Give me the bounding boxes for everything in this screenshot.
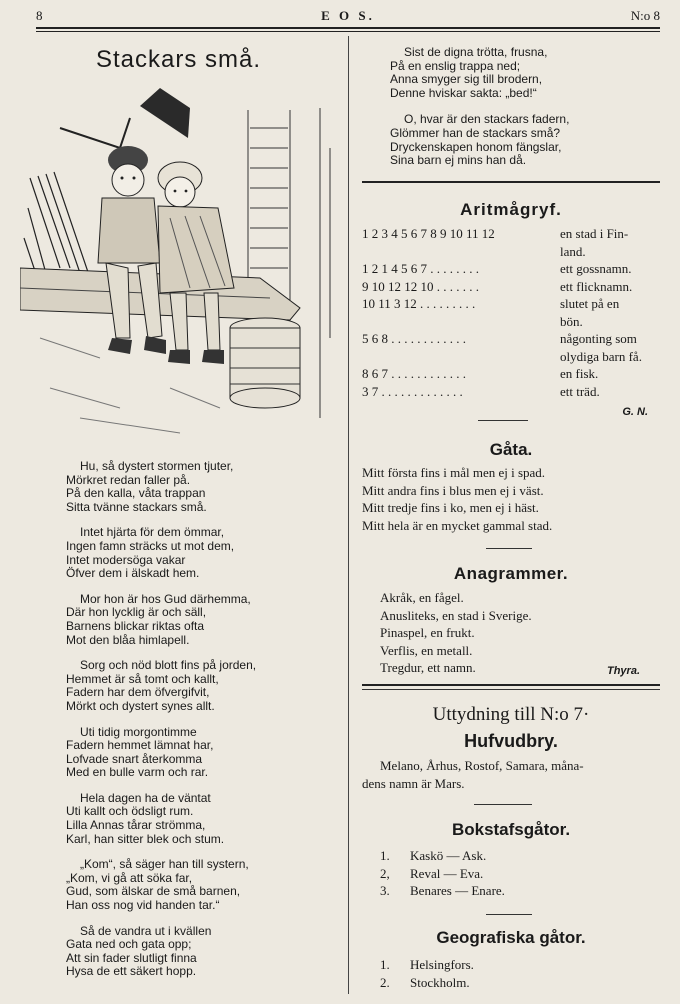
verse-line: Hysa de ett säkert hopp. bbox=[66, 964, 197, 979]
verse-line: Mörkret redan faller på. bbox=[66, 472, 191, 487]
verse-line: Så de vandra ut i kvällen bbox=[80, 923, 212, 938]
verse-line: Hu, så dystert stormen tjuter, bbox=[80, 459, 234, 473]
verse-line: Fadern har dem öfvergifvit, bbox=[66, 685, 210, 700]
geografiska-item bbox=[380, 956, 650, 974]
verse-line: Sitta tvänne stackars små. bbox=[66, 499, 207, 514]
gata-title: Gåta. bbox=[489, 440, 533, 459]
section-rule-thin bbox=[362, 689, 660, 690]
geografiska-item bbox=[380, 974, 650, 992]
uttydning-title: Uttydning till N:o 7· bbox=[432, 704, 590, 725]
verse-line: Lilla Annas tårar strömma, bbox=[66, 818, 206, 833]
aritmagryf-numbers: 1 2 3 4 5 6 7 8 9 10 11 12 bbox=[362, 226, 495, 241]
stanza bbox=[66, 593, 336, 647]
aritmagryf-clue: någonting som bbox=[560, 331, 637, 346]
bokstafsgator-item bbox=[380, 865, 650, 883]
header-rule bbox=[36, 27, 660, 29]
hufvudbry-text-line2: dens namn är Mars. bbox=[362, 776, 465, 791]
bokstafsgator-item bbox=[380, 847, 650, 865]
aritmagryf-row bbox=[362, 226, 660, 244]
stanza bbox=[66, 460, 336, 514]
bokstafsgator-title: Bokstafsgåtor. bbox=[451, 820, 571, 839]
item-number: 3. bbox=[380, 883, 390, 899]
aritmagryf-numbers: 3 7 . . . . . . . . . . . . . bbox=[362, 383, 463, 399]
poem-continuation bbox=[390, 46, 650, 181]
verse-line: Denne hviskar sakta: „bed!“ bbox=[390, 85, 537, 100]
verse-line: Intet hjärta för dem ömmar, bbox=[80, 525, 225, 540]
page-number: 8 bbox=[36, 8, 43, 23]
journal-title: E O S. bbox=[321, 8, 375, 23]
geografiska-title: Geografiska gåtor. bbox=[436, 928, 586, 947]
verse-line: O, hvar är den stackars fadern, bbox=[404, 112, 570, 127]
aritmagryf-clue: olydiga barn få. bbox=[560, 348, 642, 364]
stanza bbox=[66, 526, 336, 580]
verse-line: Uti kallt och ödsligt rum. bbox=[66, 804, 194, 819]
verse-line: Gud, som älskar de små barnen, bbox=[66, 884, 241, 899]
verse-line: Hemmet är så tomt och kallt, bbox=[66, 671, 219, 686]
aritmagryf-row bbox=[362, 366, 660, 384]
verse-line: „Kom, vi gå att söka far, bbox=[66, 870, 193, 885]
verse-line: Karl, han sitter blek och stum. bbox=[66, 831, 225, 846]
gata-text bbox=[362, 464, 660, 534]
anagrammer-list bbox=[380, 589, 660, 677]
verse-line: På den kalla, våta trappan bbox=[66, 486, 206, 501]
verse-line: Intet modersöga vakar bbox=[66, 552, 186, 567]
geografiska-list bbox=[380, 956, 650, 991]
aritmagryf-title: Aritmågryf. bbox=[460, 200, 562, 219]
aritmagryf-clue: en fisk. bbox=[560, 366, 599, 381]
anagram-line: Anusliteks, en stad i Sverige. bbox=[380, 607, 532, 623]
gata-line: Mitt tredje fins i ko, men ej i häst. bbox=[362, 500, 539, 516]
verse-line: Med en bulle varm och rar. bbox=[66, 765, 209, 780]
stanza bbox=[390, 113, 650, 167]
anagrammer-signature: Thyra. bbox=[606, 665, 640, 677]
verse-line: Fadern hemmet lämnat har, bbox=[66, 738, 214, 753]
aritmagryf-clue: ett flicknamn. bbox=[560, 278, 633, 294]
anagrammer-title: Anagrammer. bbox=[453, 564, 569, 583]
item-number: 2, bbox=[380, 865, 390, 881]
bokstafsgator-list bbox=[380, 847, 650, 900]
header-rule-thin bbox=[36, 31, 660, 32]
aritmagryf-clue: ett gossnamn. bbox=[560, 261, 632, 276]
aritmagryf-row bbox=[362, 331, 660, 349]
aritmagryf-row bbox=[362, 314, 660, 332]
poem-left-stanzas bbox=[66, 460, 336, 991]
aritmagryf-row bbox=[362, 244, 660, 262]
aritmagryf-signature: G. N. bbox=[622, 406, 648, 418]
aritmagryf-numbers: 8 6 7 . . . . . . . . . . . . bbox=[362, 366, 466, 381]
aritmagryf-row bbox=[362, 279, 660, 297]
aritmagryf-table bbox=[362, 226, 660, 401]
column-divider bbox=[348, 36, 349, 994]
aritmagryf-clue: en stad i Fin- bbox=[560, 226, 629, 241]
verse-line: Han oss nog vid handen tar.“ bbox=[66, 898, 220, 913]
verse-line: Uti tidig morgontimme bbox=[80, 724, 197, 739]
aritmagryf-numbers: 1 2 1 4 5 6 7 . . . . . . . . bbox=[362, 261, 479, 276]
verse-line: Mor hon är hos Gud därhemma, bbox=[80, 591, 251, 606]
hufvudbry-text-line1: Melano, Århus, Rostof, Samara, måna- bbox=[380, 758, 584, 773]
item-text: Reval — Eva. bbox=[410, 865, 484, 881]
verse-line: Sorg och nöd blott fins på jorden, bbox=[80, 658, 257, 673]
anagram-line: Akråk, en fågel. bbox=[380, 590, 464, 605]
stanza bbox=[66, 792, 336, 846]
aritmagryf-row bbox=[362, 261, 660, 279]
short-rule bbox=[486, 914, 532, 915]
verse-line: Mörkt och dystert synes allt. bbox=[66, 698, 215, 713]
item-text: Kaskö — Ask. bbox=[410, 848, 487, 863]
poem-title: Stackars små. bbox=[96, 46, 262, 73]
section-rule bbox=[362, 684, 660, 686]
aritmagryf-row bbox=[362, 349, 660, 367]
verse-line: Hela dagen ha de väntat bbox=[80, 790, 211, 805]
verse-line: Sist de digna trötta, frusna, bbox=[404, 45, 548, 59]
short-rule bbox=[486, 548, 532, 549]
verse-line: Öfver dem i älskadt hem. bbox=[66, 566, 200, 581]
verse-line: Sina barn ej mins han då. bbox=[390, 153, 527, 168]
verse-line: Glömmer han de stackars små? bbox=[390, 125, 561, 140]
aritmagryf-numbers: 5 6 8 . . . . . . . . . . . . bbox=[362, 331, 466, 346]
short-rule bbox=[474, 804, 532, 805]
anagram-line: Verflis, en metall. bbox=[380, 642, 473, 658]
verse-line: På en enslig trappa ned; bbox=[390, 58, 521, 73]
gata-line: Mitt hela är en mycket gammal stad. bbox=[362, 517, 553, 533]
item-text: Benares — Enare. bbox=[410, 883, 505, 899]
verse-line: Dryckenskapen honom fängslar, bbox=[390, 139, 562, 154]
stanza bbox=[66, 726, 336, 780]
aritmagryf-clue: slutet på en bbox=[560, 296, 620, 311]
verse-line: Där hon lycklig är och säll, bbox=[66, 605, 207, 620]
aritmagryf-clue: land. bbox=[560, 243, 586, 259]
gata-line: Mitt andra fins i blus men ej i väst. bbox=[362, 482, 544, 498]
aritmagryf-row bbox=[362, 296, 660, 314]
issue-number: N:o 8 bbox=[630, 8, 660, 23]
verse-line: Att sin fader slutligt finna bbox=[66, 950, 197, 965]
verse-line: „Kom“, så säger han till systern, bbox=[80, 857, 249, 872]
stanza bbox=[66, 925, 336, 979]
item-text: Stockholm. bbox=[410, 974, 470, 990]
aritmagryf-clue: bön. bbox=[560, 313, 583, 329]
item-number: 1. bbox=[380, 848, 390, 863]
aritmagryf-row bbox=[362, 384, 660, 402]
gata-line: Mitt första fins i mål men ej i spad. bbox=[362, 465, 546, 480]
aritmagryf-numbers: 9 10 12 12 10 . . . . . . . bbox=[362, 278, 479, 294]
page-header bbox=[36, 8, 660, 24]
illustration-two-children bbox=[20, 88, 340, 448]
verse-line: Lofvade snart återkomma bbox=[66, 751, 203, 766]
stanza bbox=[66, 858, 336, 912]
bokstafsgator-item bbox=[380, 882, 650, 900]
item-text: Helsingfors. bbox=[410, 957, 474, 972]
item-number: 1. bbox=[380, 957, 390, 972]
anagram-line: Tregdur, ett namn. bbox=[380, 660, 476, 676]
aritmagryf-numbers: 10 11 3 12 . . . . . . . . . bbox=[362, 296, 476, 311]
stanza bbox=[66, 659, 336, 713]
verse-line: Barnens blickar riktas ofta bbox=[66, 618, 205, 633]
verse-line: Gata ned och gata opp; bbox=[66, 937, 192, 952]
hufvudbry-title: Hufvudbry. bbox=[464, 731, 558, 751]
anagram-line: Pinaspel, en frukt. bbox=[380, 625, 475, 641]
verse-line: Ingen famn sträcks ut mot dem, bbox=[66, 538, 235, 553]
section-rule bbox=[362, 181, 660, 183]
verse-line: Anna smyger sig till brodern, bbox=[390, 72, 543, 87]
short-rule bbox=[478, 420, 528, 421]
item-number: 2. bbox=[380, 974, 390, 990]
verse-line: Mot den blåa himlapell. bbox=[66, 632, 190, 647]
aritmagryf-clue: ett träd. bbox=[560, 383, 600, 399]
stanza bbox=[390, 46, 650, 100]
